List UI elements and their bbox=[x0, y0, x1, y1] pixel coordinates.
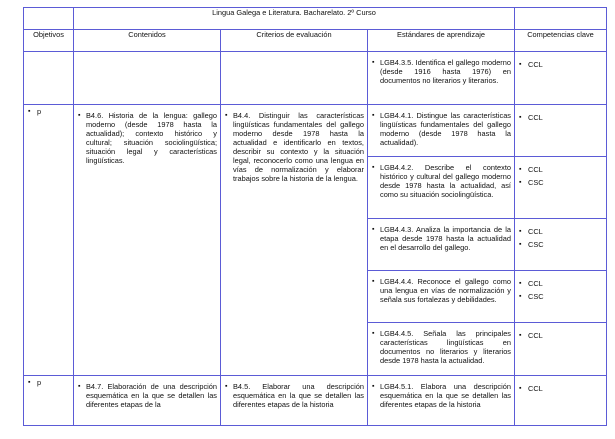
table-row bbox=[24, 376, 607, 426]
competence-code: ▪ CSC bbox=[528, 290, 603, 303]
table-row bbox=[24, 52, 607, 105]
competence-code: ▪ CCL bbox=[528, 58, 603, 71]
competence-code: ▪ CCL bbox=[528, 225, 603, 238]
title-row bbox=[24, 8, 607, 30]
contenido-cell bbox=[74, 376, 221, 426]
header-criterios: Criterios de evaluación bbox=[221, 30, 368, 52]
standard-text: ▪ LGB4.4.4. Reconoce el gallego como una lengua en vías de normalización y señala sus fortalezas y debilidades. bbox=[380, 277, 511, 304]
standard-text: ▪ LGB4.4.2. Describe el contexto histórico y cultural del gallego moderno desde 1978 hasta la actualidad, así como su situación sociolingüística. bbox=[380, 163, 511, 199]
header-estandares: Estándares de aprendizaje bbox=[368, 30, 515, 52]
criterio-cell bbox=[221, 376, 368, 426]
competence-code: ▪ CCL bbox=[528, 382, 603, 395]
header-objetivos: Objetivos bbox=[24, 30, 74, 52]
competencias-cell bbox=[515, 323, 607, 376]
competence-code: ▪ CCL bbox=[528, 163, 603, 176]
standard-cell bbox=[368, 105, 515, 157]
standard-cell bbox=[368, 323, 515, 376]
objetivo-code: ▪ p bbox=[37, 105, 70, 118]
competencias-cell bbox=[515, 105, 607, 157]
table-title: Lingua Galega e Literatura. Bacharelato. 2º Curso bbox=[74, 8, 515, 30]
competence-code: ▪ CCL bbox=[528, 111, 603, 124]
competencias-cell bbox=[515, 157, 607, 219]
contenido-cell bbox=[74, 52, 221, 105]
table-row bbox=[24, 105, 607, 157]
contenido-text: ▪ B4.7. Elaboración de una descripción esquemática en la que se detallen las diferentes etapas de la bbox=[86, 382, 217, 409]
competence-code: ▪ CSC bbox=[528, 176, 603, 189]
criterio-text: ▪ B4.5. Elaborar una descripción esquemática en la que se detallen las diferentes etapas de la historia bbox=[233, 382, 364, 409]
header-contenidos: Contenidos bbox=[74, 30, 221, 52]
competencias-cell bbox=[515, 219, 607, 271]
header-row bbox=[24, 30, 607, 52]
objetivo-code: ▪ p bbox=[37, 376, 70, 389]
standard-text: ▪ LGB4.5.1. Elabora una descripción esquemática en la que se detallen las diferentes etapas de la historia bbox=[380, 382, 511, 409]
standard-text: ▪ LGB4.3.5. Identifica el gallego moderno (desde 1916 hasta 1976) en documentos no literarios y literarios. bbox=[380, 58, 511, 85]
standard-cell bbox=[368, 52, 515, 105]
competence-code: ▪ CSC bbox=[528, 238, 603, 251]
standard-text: ▪ LGB4.4.5. Señala las principales características lingüísticas en documentos no literarios y literarios desde 1978 hasta la actualidad. bbox=[380, 329, 511, 365]
competence-code: ▪ CCL bbox=[528, 329, 603, 342]
competence-code: ▪ CCL bbox=[528, 277, 603, 290]
standard-cell bbox=[368, 271, 515, 323]
objetivo-cell bbox=[24, 105, 74, 376]
header-competencias: Competencias clave bbox=[515, 30, 607, 52]
criterio-cell bbox=[221, 52, 368, 105]
standard-cell bbox=[368, 219, 515, 271]
standard-text: ▪ LGB4.4.3. Analiza la importancia de la etapa desde 1978 hasta la actualidad en el desarrollo del gallego. bbox=[380, 225, 511, 252]
criterio-cell bbox=[221, 105, 368, 376]
standard-cell bbox=[368, 376, 515, 426]
standard-text: ▪ LGB4.4.1. Distingue las características lingüísticas fundamentales del gallego moderno (desde 1978 hasta la actualidad). bbox=[380, 111, 511, 147]
competencias-cell bbox=[515, 376, 607, 426]
criterio-text: ▪ B4.4. Distinguir las características lingüísticas fundamentales del gallego moderno desde 1978 hasta la actualidad e identificarlo en textos, describir su contexto y la situación legal, reconocerlo como una lengua en vías de normalización y elaborar trabajos sobre la historia de la lengua. bbox=[233, 111, 364, 183]
competencias-cell bbox=[515, 271, 607, 323]
curriculum-table bbox=[23, 7, 607, 426]
objetivo-cell bbox=[24, 52, 74, 105]
competencias-cell bbox=[515, 52, 607, 105]
contenido-text: ▪ B4.6. Historia de la lengua: gallego moderno (desde 1978 hasta la actualidad); contexto histórico y cultural; situación sociolingüística; situación legal y características lingüísticas. bbox=[86, 111, 217, 165]
objetivo-cell bbox=[24, 376, 74, 426]
standard-cell bbox=[368, 157, 515, 219]
contenido-cell bbox=[74, 105, 221, 376]
